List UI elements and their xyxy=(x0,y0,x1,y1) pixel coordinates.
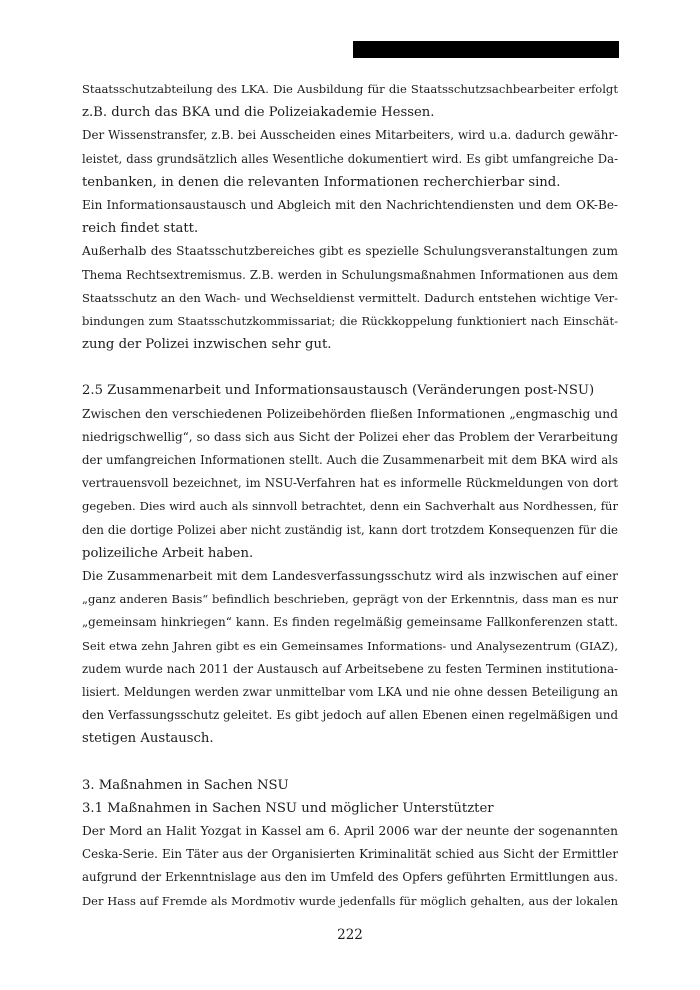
text-line: tenbanken, in denen die relevanten Informationen recherchierbar sind. xyxy=(82,174,561,190)
text-line: zung der Polizei inzwischen sehr gut. xyxy=(82,337,332,353)
page-number: 222 xyxy=(337,927,363,943)
text-line: Zwischen den verschiedenen Polizeibehörden fließen Informationen „engmaschig und xyxy=(82,406,618,421)
text-line: Seit etwa zehn Jahren gibt es ein Gemeinsames Informations- und Analysezentrum (GIAZ), xyxy=(82,638,618,653)
text-line: Staatsschutzabteilung des LKA. Die Ausbildung für die Staatsschutzsachbearbeiter erfolgt xyxy=(82,82,618,96)
text-line: polizeiliche Arbeit haben. xyxy=(82,545,254,561)
text-line: niedrigschwellig“, so dass sich aus Sicht der Polizei eher das Problem der Verarbeitung xyxy=(82,429,618,444)
text-line: Die Zusammenarbeit mit dem Landesverfassungsschutz wird als inzwischen auf einer xyxy=(82,568,618,583)
text-line: lisiert. Meldungen werden zwar unmittelbar vom LKA und nie ohne dessen Beteiligung an xyxy=(82,684,618,699)
text-line: bindungen zum Staatsschutzkommissariat; die Rückkoppelung funktioniert nach Einschät- xyxy=(82,313,618,328)
text-line: „gemeinsam hinkriegen“ kann. Es finden regelmäßig gemeinsame Fallkonferenzen statt. xyxy=(82,615,618,630)
text-line: den Verfassungsschutz geleitet. Es gibt jedoch auf allen Ebenen einen regelmäßigen und xyxy=(82,708,618,723)
text-line: 3.1 Maßnahmen in Sachen NSU und möglicher Unterstützter xyxy=(82,800,494,816)
text-line: Staatsschutz an den Wach- und Wechseldienst vermittelt. Dadurch entstehen wichtige Ver- xyxy=(82,290,618,305)
text-line: leistet, dass grundsätzlich alles Wesentliche dokumentiert wird. Es gibt umfangreiche Da- xyxy=(82,151,618,166)
text-line: Der Wissenstransfer, z.B. bei Ausscheiden eines Mitarbeiters, wird u.a. dadurch gewähr- xyxy=(82,128,618,143)
document-body xyxy=(82,78,618,913)
text-line: stetigen Austausch. xyxy=(82,731,214,747)
text-line: zudem wurde nach 2011 der Austausch auf Arbeitsebene zu festen Terminen institutiona- xyxy=(82,661,618,676)
text-line: 2.5 Zusammenarbeit und Informationsaustausch (Veränderungen post-NSU) xyxy=(82,383,595,399)
text-line: „ganz anderen Basis“ befindlich beschrieben, geprägt von der Erkenntnis, dass man es nur xyxy=(82,592,618,607)
text-line: reich findet statt. xyxy=(82,221,199,237)
text-line: Ceska-Serie. Ein Täter aus der Organisierten Kriminalität schied aus Sicht der Ermittler xyxy=(82,847,618,862)
text-line: vertrauensvoll bezeichnet, im NSU-Verfahren hat es informelle Rückmeldungen von dort xyxy=(82,476,618,491)
text-line: Der Hass auf Fremde als Mordmotiv wurde jedenfalls für möglich gehalten, aus der lokalen xyxy=(82,893,618,908)
paragraph-gap xyxy=(82,750,618,773)
text-line: Der Mord an Halit Yozgat in Kassel am 6. April 2006 war der neunte der sogenannten xyxy=(82,824,618,838)
text-line: Thema Rechtsextremismus. Z.B. werden in Schulungsmaßnahmen Informationen aus dem xyxy=(82,267,618,282)
text-line: z.B. durch das BKA und die Polizeiakademie Hessen. xyxy=(82,105,435,121)
text-line: 3. Maßnahmen in Sachen NSU xyxy=(82,777,289,793)
redaction-bar xyxy=(353,41,619,58)
text-line: gegeben. Dies wird auch als sinnvoll betrachtet, denn ein Sachverhalt aus Nordhessen, für xyxy=(82,499,618,514)
text-line: Ein Informationsaustausch und Abgleich mit den Nachrichtendiensten und dem OK-Be- xyxy=(82,197,618,212)
text-line: Außerhalb des Staatsschutzbereiches gibt es spezielle Schulungsveranstaltungen zum xyxy=(82,244,618,259)
text-line: aufgrund der Erkenntnislage aus den im Umfeld des Opfers geführten Ermittlungen aus. xyxy=(82,870,618,885)
text-line: den die dortige Polizei aber nicht zuständig ist, kann dort trotzdem Konsequenzen für die xyxy=(82,522,618,537)
paragraph-gap xyxy=(82,356,618,379)
text-line: der umfangreichen Informationen stellt. Auch die Zusammenarbeit mit dem BKA wird als xyxy=(82,453,618,467)
